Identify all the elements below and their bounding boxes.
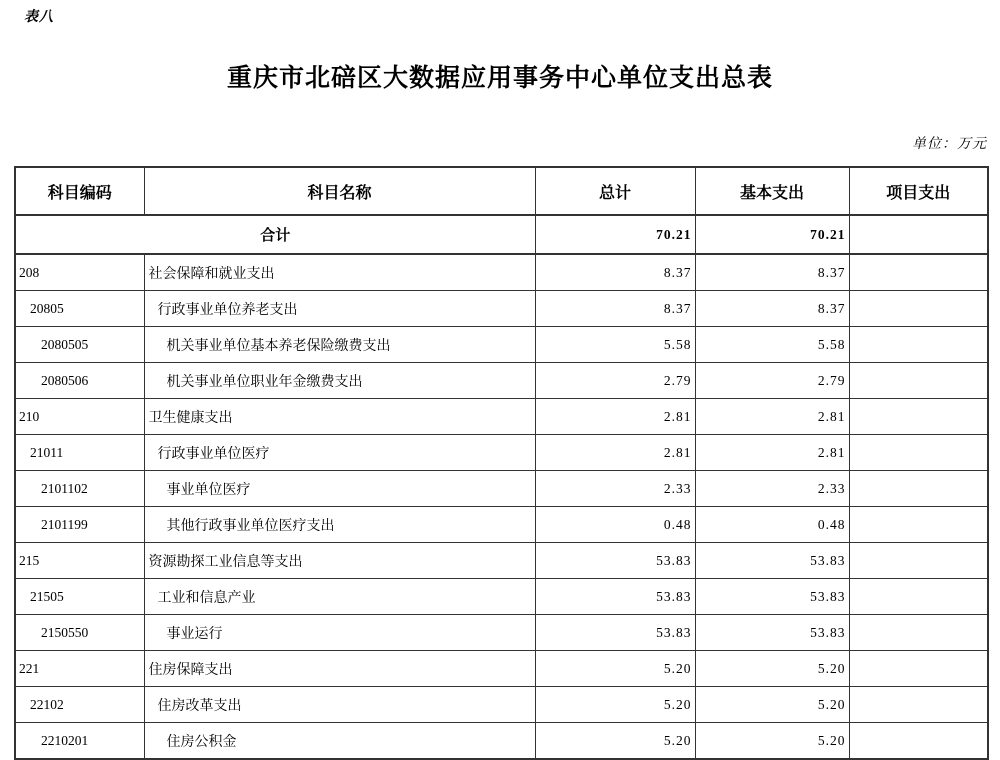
project-value	[849, 327, 988, 363]
expenditure-table	[14, 166, 989, 760]
project-value	[849, 651, 988, 687]
basic-value: 5.58	[695, 327, 849, 363]
project-value	[849, 687, 988, 723]
total-value: 5.20	[535, 723, 695, 760]
subject-name: 机关事业单位职业年金缴费支出	[144, 363, 535, 399]
total-label: 合计	[15, 215, 535, 254]
subject-name: 事业单位医疗	[144, 471, 535, 507]
subject-name: 住房改革支出	[144, 687, 535, 723]
project-value	[849, 435, 988, 471]
subject-name: 其他行政事业单位医疗支出	[144, 507, 535, 543]
basic-value: 8.37	[695, 254, 849, 291]
project-value	[849, 543, 988, 579]
total-value: 5.58	[535, 327, 695, 363]
total-value: 53.83	[535, 615, 695, 651]
total-value: 5.20	[535, 687, 695, 723]
subject-name: 行政事业单位医疗	[144, 435, 535, 471]
unit-note: 单位：万元	[912, 137, 987, 152]
basic-value: 2.33	[695, 471, 849, 507]
subject-name: 机关事业单位基本养老保险缴费支出	[144, 327, 535, 363]
subject-code: 208	[15, 254, 144, 291]
subject-code: 2080506	[15, 363, 144, 399]
subject-code: 2101102	[15, 471, 144, 507]
basic-value: 53.83	[695, 615, 849, 651]
total-project-value	[849, 215, 988, 254]
table-row	[15, 399, 988, 435]
project-value	[849, 363, 988, 399]
subject-name: 住房公积金	[144, 723, 535, 760]
table-row	[15, 579, 988, 615]
project-value	[849, 291, 988, 327]
subject-code: 2210201	[15, 723, 144, 760]
project-value	[849, 507, 988, 543]
table-row	[15, 687, 988, 723]
column-header-code: 科目编码	[15, 167, 144, 215]
subject-code: 2150550	[15, 615, 144, 651]
subject-name: 卫生健康支出	[144, 399, 535, 435]
total-value: 53.83	[535, 579, 695, 615]
project-value	[849, 254, 988, 291]
total-value: 53.83	[535, 543, 695, 579]
page-title: 重庆市北碚区大数据应用事务中心单位支出总表	[226, 65, 773, 92]
total-value: 2.81	[535, 399, 695, 435]
subject-code: 22102	[15, 687, 144, 723]
project-value	[849, 723, 988, 760]
total-value: 2.79	[535, 363, 695, 399]
total-value: 2.33	[535, 471, 695, 507]
subject-name: 资源勘探工业信息等支出	[144, 543, 535, 579]
table-row	[15, 327, 988, 363]
subject-code: 2101199	[15, 507, 144, 543]
subject-code: 20805	[15, 291, 144, 327]
basic-value: 53.83	[695, 543, 849, 579]
column-header-name: 科目名称	[144, 167, 535, 215]
project-value	[849, 615, 988, 651]
subject-name: 住房保障支出	[144, 651, 535, 687]
table-row	[15, 543, 988, 579]
basic-value: 2.81	[695, 399, 849, 435]
total-row	[15, 215, 988, 254]
table-row	[15, 471, 988, 507]
table-header	[15, 167, 988, 215]
subject-name: 行政事业单位养老支出	[144, 291, 535, 327]
subject-code: 2080505	[15, 327, 144, 363]
column-header-project: 项目支出	[849, 167, 988, 215]
project-value	[849, 399, 988, 435]
basic-value: 8.37	[695, 291, 849, 327]
table-row	[15, 254, 988, 291]
basic-value: 5.20	[695, 723, 849, 760]
project-value	[849, 471, 988, 507]
table-row	[15, 723, 988, 760]
total-value: 2.81	[535, 435, 695, 471]
table-row	[15, 291, 988, 327]
header-row	[15, 167, 988, 215]
total-value: 8.37	[535, 291, 695, 327]
table-row	[15, 363, 988, 399]
project-value	[849, 579, 988, 615]
basic-value: 5.20	[695, 687, 849, 723]
total-value: 5.20	[535, 651, 695, 687]
subject-code: 221	[15, 651, 144, 687]
subject-code: 21505	[15, 579, 144, 615]
table-row	[15, 615, 988, 651]
total-value: 0.48	[535, 507, 695, 543]
table-row	[15, 651, 988, 687]
basic-value: 2.81	[695, 435, 849, 471]
total-total-value: 70.21	[535, 215, 695, 254]
subject-name: 社会保障和就业支出	[144, 254, 535, 291]
basic-value: 5.20	[695, 651, 849, 687]
table-row	[15, 435, 988, 471]
subject-code: 210	[15, 399, 144, 435]
total-basic-value: 70.21	[695, 215, 849, 254]
subject-name: 工业和信息产业	[144, 579, 535, 615]
subject-code: 21011	[15, 435, 144, 471]
basic-value: 0.48	[695, 507, 849, 543]
total-value: 8.37	[535, 254, 695, 291]
column-header-basic: 基本支出	[695, 167, 849, 215]
column-header-total: 总计	[535, 167, 695, 215]
table-number-label: 表八	[24, 10, 54, 25]
basic-value: 53.83	[695, 579, 849, 615]
table-row	[15, 507, 988, 543]
subject-name: 事业运行	[144, 615, 535, 651]
subject-code: 215	[15, 543, 144, 579]
basic-value: 2.79	[695, 363, 849, 399]
